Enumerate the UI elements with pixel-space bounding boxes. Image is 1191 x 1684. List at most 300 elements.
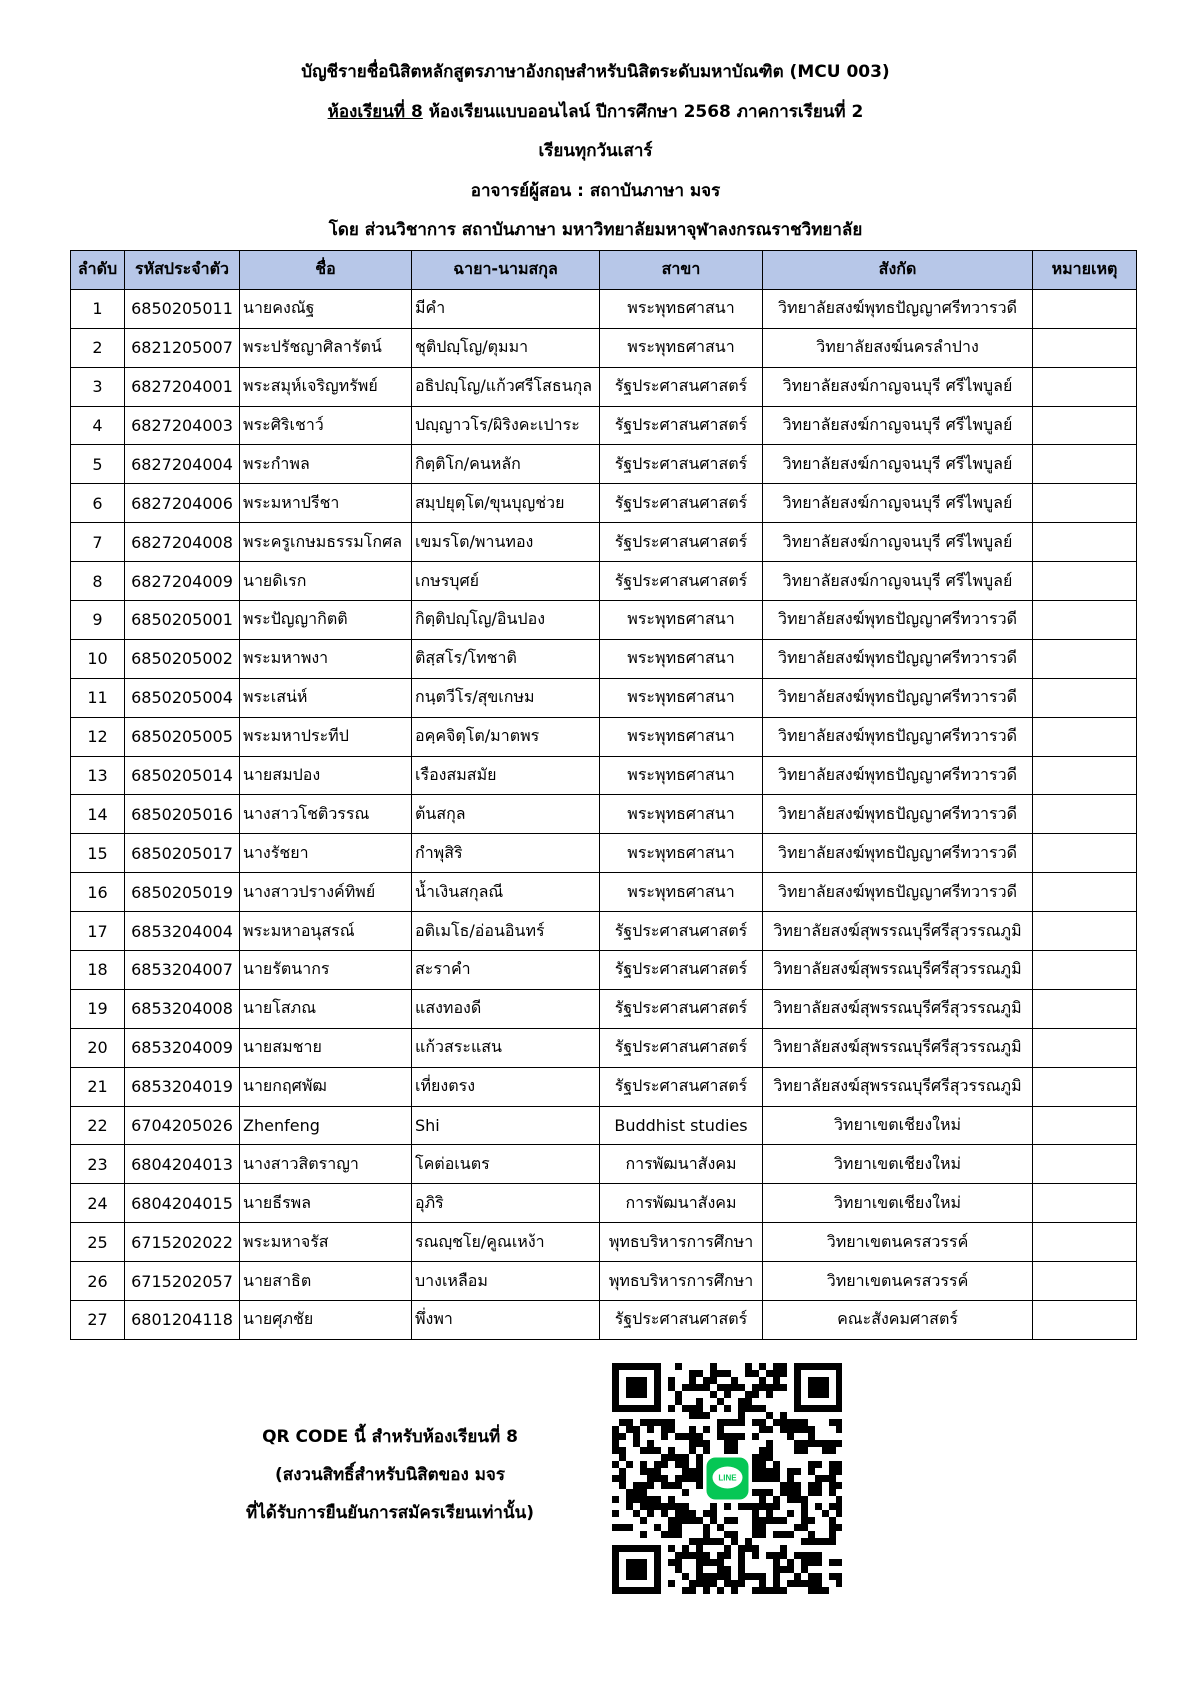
qr-module — [626, 1426, 633, 1433]
qr-module — [808, 1461, 815, 1468]
qr-module — [724, 1580, 731, 1587]
qr-module — [703, 1580, 710, 1587]
qr-module — [696, 1517, 703, 1524]
qr-module — [717, 1370, 724, 1377]
affiliation-cell: วิทยาลัยสงฆ์กาญจนบุรี ศรีไพบูลย์ — [763, 484, 1033, 523]
qr-module — [689, 1370, 696, 1377]
qr-module — [682, 1545, 689, 1552]
line-logo-text: LINE — [718, 1473, 737, 1483]
remark-cell — [1033, 367, 1137, 406]
name-cell: นางรัชยา — [240, 834, 412, 873]
qr-module — [640, 1419, 647, 1426]
qr-module — [640, 1503, 647, 1510]
student-id-cell: 6715202022 — [125, 1223, 240, 1262]
major-cell: รัฐประศาสนศาสตร์ — [600, 367, 763, 406]
column-header: ลำดับ — [71, 251, 125, 290]
qr-module — [717, 1587, 724, 1594]
qr-module — [815, 1538, 822, 1545]
remark-cell — [1033, 1262, 1137, 1301]
qr-module — [773, 1573, 780, 1580]
qr-module — [759, 1468, 766, 1475]
qr-module — [808, 1552, 815, 1559]
qr-module — [640, 1489, 647, 1496]
qr-module — [801, 1552, 808, 1559]
qr-module — [696, 1482, 703, 1489]
student-id-cell: 6827204003 — [125, 406, 240, 445]
qr-module — [682, 1384, 689, 1391]
qr-module — [829, 1503, 836, 1510]
major-cell: การพัฒนาสังคม — [600, 1184, 763, 1223]
qr-module — [752, 1454, 759, 1461]
qr-module — [801, 1447, 808, 1454]
qr-module — [612, 1433, 619, 1440]
table-body — [71, 289, 1137, 1339]
qr-module — [696, 1475, 703, 1482]
qr-module — [654, 1461, 661, 1468]
table-row — [71, 717, 1137, 756]
qr-module — [689, 1587, 696, 1594]
classroom-details: ห้องเรียนแบบออนไลน์ ปีการศึกษา 2568 ภาคการเรียนที่ 2 — [422, 101, 864, 122]
student-id-cell: 6850205017 — [125, 834, 240, 873]
major-cell: Buddhist studies — [600, 1106, 763, 1145]
qr-module — [745, 1391, 752, 1398]
affiliation-cell: วิทยาลัยสงฆ์พุทธปัญญาศรีทวารวดี — [763, 678, 1033, 717]
surname-cell: อติเมโธ/อ่อนอินทร์ — [412, 912, 600, 951]
qr-module — [766, 1489, 773, 1496]
surname-cell: เกษรบุศย์ — [412, 562, 600, 601]
qr-module — [731, 1587, 738, 1594]
qr-module — [724, 1517, 731, 1524]
affiliation-cell: วิทยาเขตนครสวรรค์ — [763, 1262, 1033, 1301]
qr-module — [836, 1461, 842, 1468]
qr-module — [689, 1426, 696, 1433]
qr-module — [780, 1545, 787, 1552]
qr-module — [724, 1440, 731, 1447]
qr-module — [780, 1412, 787, 1419]
qr-module — [787, 1468, 794, 1475]
major-cell: พระพุทธศาสนา — [600, 873, 763, 912]
qr-module — [752, 1384, 759, 1391]
qr-module — [696, 1552, 703, 1559]
qr-module — [787, 1559, 794, 1566]
qr-module — [731, 1440, 738, 1447]
major-cell: พระพุทธศาสนา — [600, 717, 763, 756]
qr-module — [731, 1419, 738, 1426]
qr-module — [633, 1433, 640, 1440]
qr-module — [787, 1580, 794, 1587]
remark-cell — [1033, 445, 1137, 484]
name-cell: พระศิริเชาว์ — [240, 406, 412, 445]
qr-module — [724, 1566, 731, 1573]
major-cell: พระพุทธศาสนา — [600, 795, 763, 834]
row-number-cell: 5 — [71, 445, 125, 484]
qr-module — [773, 1531, 780, 1538]
qr-module — [773, 1517, 780, 1524]
qr-module — [689, 1412, 696, 1419]
qr-module — [829, 1419, 836, 1426]
qr-module — [780, 1566, 787, 1573]
qr-module — [808, 1440, 815, 1447]
name-cell: พระมหาประทีป — [240, 717, 412, 756]
row-number-cell: 19 — [71, 989, 125, 1028]
qr-module — [682, 1489, 689, 1496]
qr-module — [724, 1419, 731, 1426]
affiliation-cell: วิทยาลัยสงฆ์สุพรรณบุรีศรีสุวรรณภูมิ — [763, 951, 1033, 990]
surname-cell: สมฺปยุตฺโต/ขุนบุญช่วย — [412, 484, 600, 523]
qr-module — [724, 1531, 731, 1538]
qr-module — [780, 1370, 787, 1377]
qr-module — [766, 1384, 773, 1391]
qr-module — [647, 1468, 654, 1475]
surname-cell: อุภิริ — [412, 1184, 600, 1223]
row-number-cell: 9 — [71, 601, 125, 640]
qr-module — [675, 1552, 682, 1559]
qr-module — [759, 1384, 766, 1391]
schedule-line: เรียนทุกวันเสาร์ — [538, 141, 653, 161]
qr-module — [668, 1531, 675, 1538]
remark-cell — [1033, 717, 1137, 756]
qr-module — [808, 1538, 815, 1545]
qr-module — [689, 1538, 696, 1545]
major-cell: การพัฒนาสังคม — [600, 1145, 763, 1184]
name-cell: นายโสภณ — [240, 989, 412, 1028]
qr-module — [759, 1531, 766, 1538]
qr-module — [619, 1419, 626, 1426]
qr-note-line-2: (สงวนสิทธิ์สำหรับนิสิตของ มจร — [274, 1465, 505, 1485]
qr-module — [675, 1398, 682, 1405]
qr-module — [745, 1503, 752, 1510]
qr-module — [745, 1405, 752, 1412]
qr-module — [794, 1482, 801, 1489]
qr-module — [752, 1391, 759, 1398]
table-row — [71, 912, 1137, 951]
document-title: บัญชีรายชื่อนิสิตหลักสูตรภาษาอังกฤษสำหรับนิสิตระดับมหาบัณฑิต (MCU 003) — [301, 62, 890, 82]
name-cell: Zhenfeng — [240, 1106, 412, 1145]
qr-module — [773, 1559, 780, 1566]
qr-module — [773, 1419, 780, 1426]
qr-module — [780, 1426, 787, 1433]
column-header: สาขา — [600, 251, 763, 290]
major-cell: รัฐประศาสนศาสตร์ — [600, 484, 763, 523]
qr-module — [836, 1580, 842, 1587]
remark-cell — [1033, 756, 1137, 795]
qr-module — [787, 1475, 794, 1482]
qr-module — [661, 1510, 668, 1517]
qr-module — [787, 1531, 794, 1538]
column-header: ฉายา-นามสกุล — [412, 251, 600, 290]
table-header-row — [71, 251, 1137, 290]
qr-module — [759, 1475, 766, 1482]
qr-module — [710, 1377, 717, 1384]
qr-module — [626, 1503, 633, 1510]
qr-module — [836, 1496, 842, 1503]
qr-module — [689, 1440, 696, 1447]
qr-module — [696, 1433, 703, 1440]
document-header — [0, 52, 1191, 250]
qr-module — [759, 1363, 766, 1370]
table-row — [71, 523, 1137, 562]
qr-module — [710, 1538, 717, 1545]
qr-module — [703, 1377, 710, 1384]
qr-module — [780, 1587, 787, 1594]
qr-module — [710, 1580, 717, 1587]
column-header: หมายเหตุ — [1033, 251, 1137, 290]
affiliation-cell: วิทยาลัยสงฆ์กาญจนบุรี ศรีไพบูลย์ — [763, 406, 1033, 445]
qr-module — [829, 1517, 836, 1524]
qr-module — [689, 1580, 696, 1587]
qr-module — [619, 1447, 626, 1454]
qr-module — [647, 1447, 654, 1454]
qr-module — [738, 1573, 745, 1580]
qr-module — [626, 1419, 633, 1426]
qr-module — [745, 1545, 752, 1552]
qr-module — [668, 1545, 675, 1552]
name-cell: พระมหาปรีชา — [240, 484, 412, 523]
qr-module — [619, 1482, 626, 1489]
qr-module — [752, 1489, 759, 1496]
student-id-cell: 6853204008 — [125, 989, 240, 1028]
qr-module — [766, 1412, 773, 1419]
qr-module — [773, 1580, 780, 1587]
qr-module — [815, 1440, 822, 1447]
qr-module — [787, 1496, 794, 1503]
qr-module — [787, 1419, 794, 1426]
qr-module — [822, 1447, 829, 1454]
qr-module — [780, 1482, 787, 1489]
qr-module — [829, 1573, 836, 1580]
qr-module — [738, 1412, 745, 1419]
table-row — [71, 1028, 1137, 1067]
qr-module — [745, 1538, 752, 1545]
qr-module — [703, 1440, 710, 1447]
qr-module — [794, 1552, 801, 1559]
qr-module — [668, 1384, 675, 1391]
affiliation-cell: วิทยาลัยสงฆ์พุทธปัญญาศรีทวารวดี — [763, 834, 1033, 873]
qr-module — [787, 1482, 794, 1489]
qr-module — [808, 1580, 815, 1587]
qr-module — [822, 1538, 829, 1545]
name-cell: พระมหาพงา — [240, 639, 412, 678]
row-number-cell: 22 — [71, 1106, 125, 1145]
student-id-cell: 6801204118 — [125, 1301, 240, 1340]
table-row — [71, 639, 1137, 678]
qr-module — [696, 1468, 703, 1475]
qr-module — [689, 1447, 696, 1454]
qr-module — [710, 1573, 717, 1580]
qr-module — [661, 1475, 668, 1482]
qr-module — [794, 1489, 801, 1496]
qr-module — [738, 1419, 745, 1426]
qr-module — [738, 1566, 745, 1573]
qr-module — [696, 1384, 703, 1391]
qr-module — [794, 1447, 801, 1454]
remark-cell — [1033, 562, 1137, 601]
qr-module — [787, 1426, 794, 1433]
surname-cell: สะราคำ — [412, 951, 600, 990]
surname-cell: อธิปญฺโญ/แก้วศรีโสธนกุล — [412, 367, 600, 406]
major-cell: รัฐประศาสนศาสตร์ — [600, 951, 763, 990]
qr-module — [752, 1461, 759, 1468]
name-cell: พระครูเกษมธรรมโกศล — [240, 523, 412, 562]
major-cell: รัฐประศาสนศาสตร์ — [600, 912, 763, 951]
surname-cell: กนฺตวีโร/สุขเกษม — [412, 678, 600, 717]
qr-module — [836, 1559, 842, 1566]
qr-module — [752, 1370, 759, 1377]
qr-module — [738, 1398, 745, 1405]
qr-module — [815, 1475, 822, 1482]
qr-module — [759, 1461, 766, 1468]
qr-module — [703, 1384, 710, 1391]
qr-module — [794, 1426, 801, 1433]
qr-module — [696, 1370, 703, 1377]
qr-module — [801, 1524, 808, 1531]
qr-module — [696, 1545, 703, 1552]
qr-module — [759, 1580, 766, 1587]
student-id-cell: 6715202057 — [125, 1262, 240, 1301]
qr-module — [731, 1433, 738, 1440]
name-cell: นายกฤศพัฒ — [240, 1067, 412, 1106]
qr-module — [766, 1552, 773, 1559]
qr-module — [738, 1433, 745, 1440]
qr-module — [822, 1475, 829, 1482]
qr-module — [612, 1447, 619, 1454]
qr-module — [801, 1440, 808, 1447]
student-id-cell: 6821205007 — [125, 328, 240, 367]
qr-module — [710, 1363, 717, 1370]
affiliation-cell: วิทยาลัยสงฆ์สุพรรณบุรีศรีสุวรรณภูมิ — [763, 989, 1033, 1028]
row-number-cell: 25 — [71, 1223, 125, 1262]
row-number-cell: 14 — [71, 795, 125, 834]
affiliation-cell: วิทยาลัยสงฆ์นครลำปาง — [763, 328, 1033, 367]
qr-module — [836, 1510, 842, 1517]
qr-module — [703, 1426, 710, 1433]
qr-module — [724, 1552, 731, 1559]
qr-module — [808, 1482, 815, 1489]
qr-module — [836, 1440, 842, 1447]
qr-module — [647, 1482, 654, 1489]
qr-module — [759, 1496, 766, 1503]
qr-module — [675, 1433, 682, 1440]
qr-module — [640, 1482, 647, 1489]
qr-module — [724, 1391, 731, 1398]
remark-cell — [1033, 912, 1137, 951]
qr-module — [794, 1496, 801, 1503]
student-id-cell: 6850205016 — [125, 795, 240, 834]
qr-module — [612, 1440, 619, 1447]
qr-module — [801, 1517, 808, 1524]
qr-module — [689, 1405, 696, 1412]
qr-module — [689, 1433, 696, 1440]
qr-module — [724, 1503, 731, 1510]
qr-module — [773, 1503, 780, 1510]
qr-module — [829, 1489, 836, 1496]
name-cell: พระมหาจรัส — [240, 1223, 412, 1262]
name-cell: นางสาวโชติวรรณ — [240, 795, 412, 834]
qr-module — [633, 1510, 640, 1517]
qr-module — [829, 1531, 836, 1538]
qr-module — [717, 1559, 724, 1566]
qr-module — [675, 1566, 682, 1573]
qr-module — [640, 1517, 647, 1524]
table-row — [71, 562, 1137, 601]
row-number-cell: 4 — [71, 406, 125, 445]
qr-module — [640, 1531, 647, 1538]
qr-module — [640, 1468, 647, 1475]
qr-module — [808, 1489, 815, 1496]
qr-module — [675, 1524, 682, 1531]
table-row — [71, 445, 1137, 484]
qr-module — [773, 1566, 780, 1573]
qr-module — [731, 1384, 738, 1391]
qr-module — [773, 1384, 780, 1391]
affiliation-cell: วิทยาลัยสงฆ์พุทธปัญญาศรีทวารวดี — [763, 756, 1033, 795]
surname-cell: โคต่อเนตร — [412, 1145, 600, 1184]
qr-module — [794, 1419, 801, 1426]
major-cell: รัฐประศาสนศาสตร์ — [600, 1301, 763, 1340]
major-cell: รัฐประศาสนศาสตร์ — [600, 562, 763, 601]
qr-module — [822, 1440, 829, 1447]
qr-module — [829, 1447, 836, 1454]
qr-module — [668, 1496, 675, 1503]
major-cell: พระพุทธศาสนา — [600, 328, 763, 367]
major-cell: พระพุทธศาสนา — [600, 639, 763, 678]
qr-module — [647, 1426, 654, 1433]
name-cell: นายดิเรก — [240, 562, 412, 601]
qr-module — [675, 1454, 682, 1461]
qr-module — [780, 1384, 787, 1391]
name-cell: นางสาวปรางค์ทิพย์ — [240, 873, 412, 912]
qr-module — [815, 1552, 822, 1559]
qr-module — [710, 1559, 717, 1566]
student-id-cell: 6850205001 — [125, 601, 240, 640]
qr-module — [703, 1587, 710, 1594]
qr-module — [640, 1496, 647, 1503]
qr-module — [815, 1573, 822, 1580]
surname-cell: กำพุสิริ — [412, 834, 600, 873]
qr-module — [626, 1489, 633, 1496]
major-cell: พระพุทธศาสนา — [600, 834, 763, 873]
qr-module — [822, 1587, 829, 1594]
qr-module — [731, 1377, 738, 1384]
column-header: รหัสประจำตัว — [125, 251, 240, 290]
table-row — [71, 1145, 1137, 1184]
table-row — [71, 289, 1137, 328]
qr-module — [766, 1447, 773, 1454]
qr-module — [668, 1426, 675, 1433]
qr-module — [710, 1510, 717, 1517]
qr-module — [829, 1461, 836, 1468]
remark-cell — [1033, 989, 1137, 1028]
qr-module — [717, 1384, 724, 1391]
qr-module — [647, 1419, 654, 1426]
qr-module — [724, 1447, 731, 1454]
qr-module — [836, 1468, 842, 1475]
table-row — [71, 1106, 1137, 1145]
qr-module — [696, 1405, 703, 1412]
remark-cell — [1033, 873, 1137, 912]
qr-module — [773, 1496, 780, 1503]
qr-module — [808, 1559, 815, 1566]
qr-module — [759, 1587, 766, 1594]
line-group-qr-code[interactable] — [612, 1363, 842, 1595]
qr-module — [626, 1461, 633, 1468]
major-cell: รัฐประศาสนศาสตร์ — [600, 1067, 763, 1106]
qr-module — [682, 1454, 689, 1461]
student-id-cell: 6850205014 — [125, 756, 240, 795]
student-id-cell: 6804204013 — [125, 1145, 240, 1184]
name-cell: นางสาวสิตราญา — [240, 1145, 412, 1184]
qr-finder-inner — [626, 1377, 647, 1398]
